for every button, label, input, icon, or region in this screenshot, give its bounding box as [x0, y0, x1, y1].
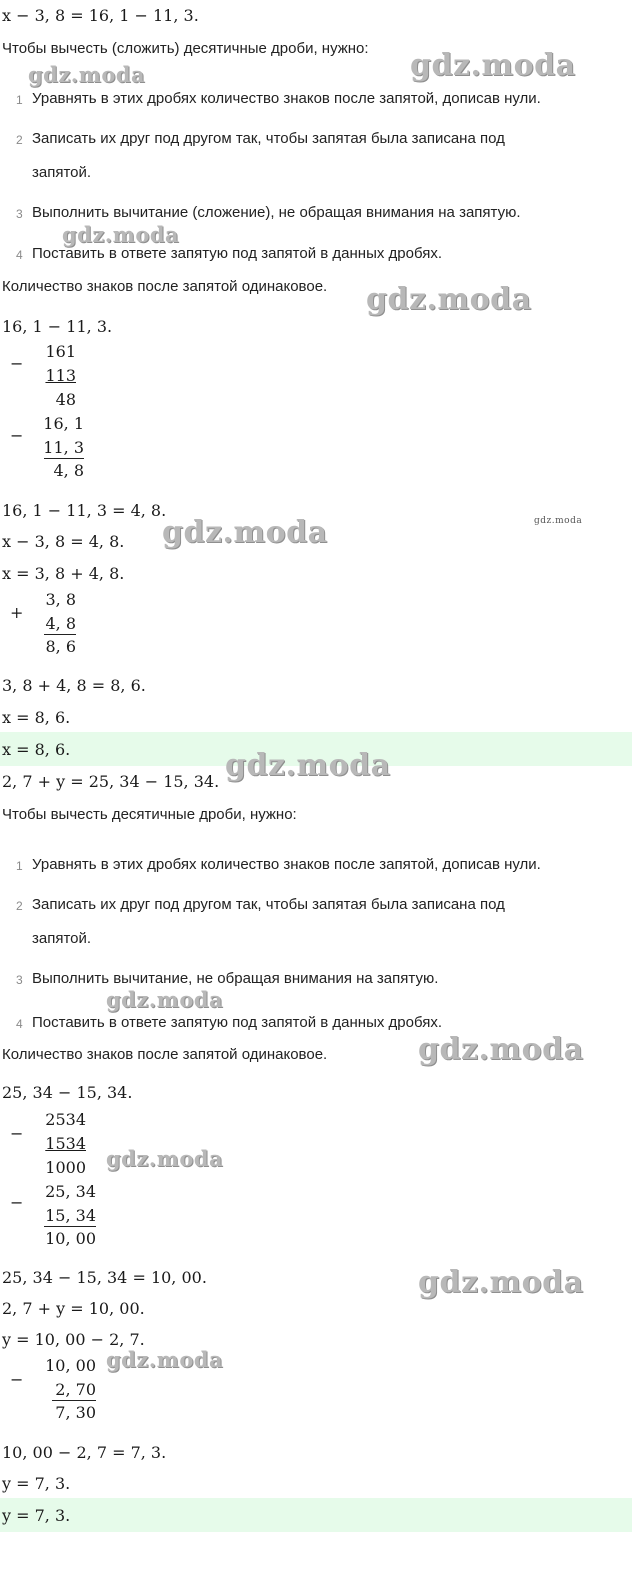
answer-highlight	[0, 1498, 632, 1532]
column-operand: 10, 00	[45, 1356, 96, 1375]
answer: x = 8, 6.	[2, 740, 71, 759]
column-operand: 2534	[45, 1110, 86, 1129]
equation: x = 8, 6.	[2, 708, 71, 727]
answer: y = 7, 3.	[2, 1506, 71, 1525]
step-number: 2	[16, 899, 23, 913]
column-line	[52, 1400, 96, 1401]
column-result: 10, 00	[45, 1229, 96, 1248]
watermark: gdz.moda	[366, 282, 532, 317]
column-result: 1000	[45, 1158, 86, 1177]
equation: y = 7, 3.	[2, 1474, 71, 1493]
watermark: gdz.moda	[106, 987, 224, 1012]
step-text: Выполнить вычитание (сложение), не обращая внимания на запятую.	[32, 204, 521, 221]
result-line: 16, 1 − 11, 3 = 4, 8.	[2, 501, 167, 520]
equation: x − 3, 8 = 4, 8.	[2, 532, 125, 551]
result-line: 10, 00 − 2, 7 = 7, 3.	[2, 1443, 167, 1462]
column-line	[44, 458, 84, 459]
step-text: Записать их друг под другом так, чтобы запятая была записана под	[32, 896, 505, 913]
column-operand: 16, 1	[43, 414, 84, 433]
expression: 25, 34 − 15, 34.	[2, 1083, 133, 1102]
minus-sign: −	[10, 1370, 24, 1389]
step-number: 4	[16, 248, 23, 262]
plus-sign: +	[10, 603, 24, 622]
column-result: 4, 8	[53, 461, 84, 480]
equation: x − 3, 8 = 16, 1 − 11, 3.	[2, 6, 199, 25]
equation: 2, 7 + y = 25, 34 − 15, 34.	[2, 772, 220, 791]
expression: 16, 1 − 11, 3.	[2, 317, 113, 336]
equation: 2, 7 + y = 10, 00.	[2, 1299, 145, 1318]
result-line: 3, 8 + 4, 8 = 8, 6.	[2, 676, 146, 695]
column-line	[44, 634, 76, 635]
watermark: gdz.moda	[418, 1032, 584, 1067]
watermark: gdz.moda	[418, 1265, 584, 1300]
step-text: запятой.	[32, 930, 92, 947]
watermark: gdz.moda	[28, 62, 146, 87]
step-text: Поставить в ответе запятую под запятой в данных дробях.	[32, 245, 443, 262]
column-line	[44, 1226, 96, 1227]
column-operand: 3, 8	[45, 590, 76, 609]
column-operand: 2, 70	[55, 1380, 96, 1399]
rule-intro: Чтобы вычесть (сложить) десятичные дроби, нужно:	[2, 40, 369, 57]
column-operand: 25, 34	[45, 1182, 96, 1201]
watermark: gdz.moda	[162, 515, 328, 550]
column-operand: 15, 34	[45, 1206, 96, 1225]
equation: y = 10, 00 − 2, 7.	[2, 1330, 145, 1349]
watermark: gdz.moda	[225, 748, 391, 783]
column-result: 7, 30	[55, 1403, 96, 1422]
minus-sign: −	[10, 354, 24, 373]
minus-sign: −	[10, 1193, 24, 1212]
step-number: 3	[16, 207, 23, 221]
watermark: gdz.moda	[534, 516, 583, 526]
column-operand: 113	[45, 366, 76, 385]
column-operand: 161	[45, 342, 76, 361]
minus-sign: −	[10, 426, 24, 445]
column-operand: 1534	[45, 1134, 86, 1153]
column-result: 48	[55, 390, 76, 409]
step-text: Выполнить вычитание, не обращая внимания на запятую.	[32, 970, 439, 987]
step-number: 1	[16, 859, 23, 873]
column-result: 8, 6	[45, 637, 76, 656]
same-count-note: Количество знаков после запятой одинаковое.	[2, 1046, 328, 1063]
step-number: 4	[16, 1017, 23, 1031]
step-text: Уравнять в этих дробях количество знаков после запятой, дописав нули.	[32, 856, 541, 873]
step-number: 1	[16, 93, 23, 107]
column-operand: 11, 3	[43, 438, 84, 457]
same-count-note: Количество знаков после запятой одинаковое.	[2, 278, 328, 295]
step-text: Записать их друг под другом так, чтобы запятая была записана под	[32, 130, 505, 147]
rule-intro: Чтобы вычесть десятичные дроби, нужно:	[2, 806, 297, 823]
equation: x = 3, 8 + 4, 8.	[2, 564, 125, 583]
step-text: Поставить в ответе запятую под запятой в данных дробях.	[32, 1014, 443, 1031]
step-text: Уравнять в этих дробях количество знаков после запятой, дописав нули.	[32, 90, 541, 107]
step-number: 3	[16, 973, 23, 987]
column-operand: 4, 8	[45, 614, 76, 633]
step-number: 2	[16, 133, 23, 147]
minus-sign: −	[10, 1124, 24, 1143]
result-line: 25, 34 − 15, 34 = 10, 00.	[2, 1268, 207, 1287]
step-text: запятой.	[32, 164, 92, 181]
watermark: gdz.moda	[106, 1347, 224, 1372]
watermark: gdz.moda	[62, 222, 180, 247]
watermark: gdz.moda	[106, 1146, 224, 1171]
watermark: gdz.moda	[410, 48, 576, 83]
